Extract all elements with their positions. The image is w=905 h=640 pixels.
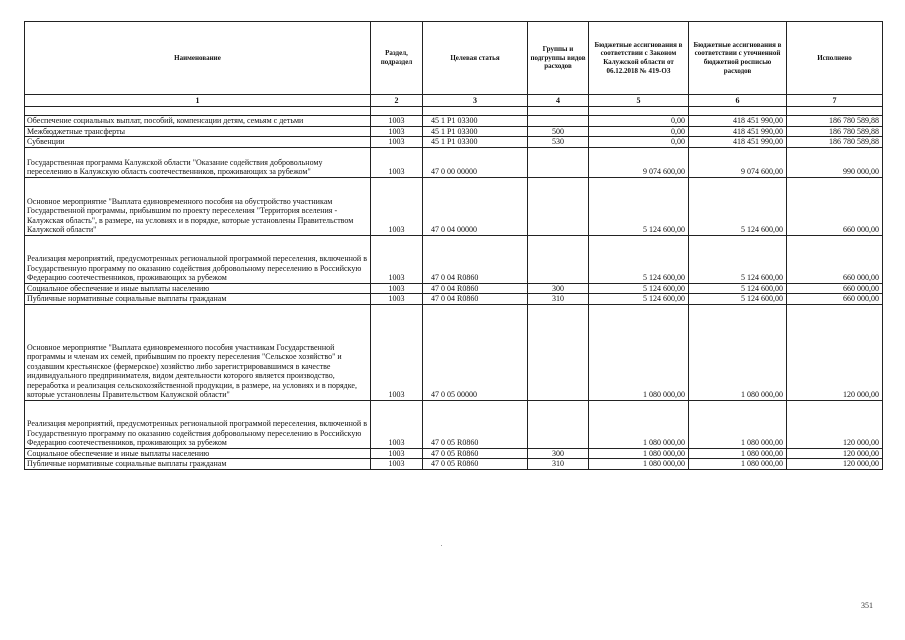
row-target: 47 0 04 R0860 [423, 283, 528, 294]
row-law-amount: 0,00 [589, 137, 689, 148]
row-law-amount: 0,00 [589, 116, 689, 127]
row-law-amount: 5 124 600,00 [589, 283, 689, 294]
table-row [25, 294, 883, 305]
column-number: 4 [528, 95, 589, 107]
table-row [25, 116, 883, 127]
row-law-amount: 5 124 600,00 [589, 235, 689, 283]
table-row [25, 304, 883, 400]
row-section: 1003 [371, 448, 423, 459]
spacer-row [25, 107, 883, 116]
header-name: Наименование [25, 22, 371, 95]
column-number: 6 [689, 95, 787, 107]
header-target: Целевая статья [423, 22, 528, 95]
row-name: Социальное обеспечение и иные выплаты населению [25, 448, 371, 459]
row-section: 1003 [371, 235, 423, 283]
row-group [528, 177, 589, 235]
row-law-amount: 5 124 600,00 [589, 294, 689, 305]
column-number: 5 [589, 95, 689, 107]
row-name: Основное мероприятие "Выплата единовременного пособия участникам Государственной программы и членам их семей, прибывшим по проекту переселения "Сельское хозяйство" и создавшим крестьянское (фермерское) хозяйство либо зарегистрировавшимся в качестве индивидуального предпринимателя, видом деятельности которого является производство, переработка и реализация сельскохозяйственной продукции, в размере, на условиях и в порядке, которые установлены Правительством Калужской области" [25, 304, 371, 400]
row-done-amount: 186 780 589,88 [787, 116, 883, 127]
row-done-amount: 120 000,00 [787, 459, 883, 470]
row-group: 310 [528, 294, 589, 305]
row-name: Публичные нормативные социальные выплаты гражданам [25, 294, 371, 305]
row-done-amount: 120 000,00 [787, 304, 883, 400]
row-law-amount: 1 080 000,00 [589, 304, 689, 400]
row-refined-amount: 418 451 990,00 [689, 137, 787, 148]
column-number: 3 [423, 95, 528, 107]
row-group: 310 [528, 459, 589, 470]
row-name: Межбюджетные трансферты [25, 126, 371, 137]
row-done-amount: 120 000,00 [787, 448, 883, 459]
row-group: 300 [528, 448, 589, 459]
header-law: Бюджетные ассигнования в соответствии с Законом Калужской области от 06.12.2018 № 419-ОЗ [589, 22, 689, 95]
row-target: 45 1 P1 03300 [423, 126, 528, 137]
column-number: 7 [787, 95, 883, 107]
row-target: 47 0 04 00000 [423, 177, 528, 235]
row-name: Обеспечение социальных выплат, пособий, компенсации детям, семьям с детьми [25, 116, 371, 127]
row-target: 47 0 04 R0860 [423, 235, 528, 283]
row-law-amount: 1 080 000,00 [589, 400, 689, 448]
table-row [25, 459, 883, 470]
row-refined-amount: 418 451 990,00 [689, 126, 787, 137]
header-done: Исполнено [787, 22, 883, 95]
row-name: Государственная программа Калужской области "Оказание содействия добровольному переселению в Калужскую область соотечественников, проживающих за рубежом" [25, 147, 371, 177]
row-target: 47 0 05 R0860 [423, 448, 528, 459]
table-row [25, 147, 883, 177]
row-done-amount: 186 780 589,88 [787, 137, 883, 148]
header-row [25, 22, 883, 95]
row-refined-amount: 5 124 600,00 [689, 294, 787, 305]
row-law-amount: 1 080 000,00 [589, 448, 689, 459]
row-section: 1003 [371, 400, 423, 448]
row-refined-amount: 9 074 600,00 [689, 147, 787, 177]
table-row [25, 126, 883, 137]
table-row [25, 283, 883, 294]
row-group: 500 [528, 126, 589, 137]
row-section: 1003 [371, 137, 423, 148]
row-target: 47 0 05 R0860 [423, 459, 528, 470]
row-group [528, 235, 589, 283]
budget-table [24, 21, 883, 470]
row-law-amount: 1 080 000,00 [589, 459, 689, 470]
table-row [25, 400, 883, 448]
row-done-amount: 990 000,00 [787, 147, 883, 177]
scan-speck [441, 545, 442, 546]
row-done-amount: 120 000,00 [787, 400, 883, 448]
row-refined-amount: 418 451 990,00 [689, 116, 787, 127]
row-refined-amount: 5 124 600,00 [689, 283, 787, 294]
row-name: Реализация мероприятий, предусмотренных региональной программой переселения, включенной в Государственную программу по оказанию содействия добровольному переселению в Российскую Федерацию соотечественников, проживающих за рубежом [25, 400, 371, 448]
row-name: Основное мероприятие "Выплата единовременного пособия на обустройство участникам Государственной программы, прибывшим по проекту переселения "Территория вселения - Калужская область", в размере, на условиях и в порядке, которые установлены Правительством Калужской области" [25, 177, 371, 235]
row-group [528, 304, 589, 400]
row-section: 1003 [371, 294, 423, 305]
row-target: 47 0 04 R0860 [423, 294, 528, 305]
row-done-amount: 660 000,00 [787, 177, 883, 235]
row-refined-amount: 1 080 000,00 [689, 459, 787, 470]
row-refined-amount: 1 080 000,00 [689, 448, 787, 459]
row-section: 1003 [371, 304, 423, 400]
row-law-amount: 0,00 [589, 126, 689, 137]
row-section: 1003 [371, 147, 423, 177]
row-law-amount: 5 124 600,00 [589, 177, 689, 235]
row-target: 47 0 05 R0860 [423, 400, 528, 448]
row-section: 1003 [371, 177, 423, 235]
page-number: 351 [861, 601, 873, 610]
row-group: 300 [528, 283, 589, 294]
row-name: Публичные нормативные социальные выплаты гражданам [25, 459, 371, 470]
row-group: 530 [528, 137, 589, 148]
row-law-amount: 9 074 600,00 [589, 147, 689, 177]
row-refined-amount: 1 080 000,00 [689, 400, 787, 448]
row-target: 45 1 P1 03300 [423, 137, 528, 148]
row-group [528, 147, 589, 177]
row-name: Субвенции [25, 137, 371, 148]
row-target: 45 1 P1 03300 [423, 116, 528, 127]
row-refined-amount: 5 124 600,00 [689, 235, 787, 283]
row-section: 1003 [371, 116, 423, 127]
row-name: Реализация мероприятий, предусмотренных региональной программой переселения, включенной в Государственную программу по оказанию содействия добровольному переселению в Российскую Федерацию соотечественников, проживающих за рубежом [25, 235, 371, 283]
table-row [25, 137, 883, 148]
row-done-amount: 186 780 589,88 [787, 126, 883, 137]
row-target: 47 0 00 00000 [423, 147, 528, 177]
header-group: Группы и подгруппы видов расходов [528, 22, 589, 95]
column-number-row [25, 95, 883, 107]
column-number: 1 [25, 95, 371, 107]
column-number: 2 [371, 95, 423, 107]
row-group [528, 400, 589, 448]
row-done-amount: 660 000,00 [787, 283, 883, 294]
row-section: 1003 [371, 283, 423, 294]
row-name: Социальное обеспечение и иные выплаты населению [25, 283, 371, 294]
row-refined-amount: 5 124 600,00 [689, 177, 787, 235]
row-group [528, 116, 589, 127]
row-section: 1003 [371, 126, 423, 137]
row-done-amount: 660 000,00 [787, 294, 883, 305]
row-section: 1003 [371, 459, 423, 470]
table-row [25, 235, 883, 283]
header-refined: Бюджетные ассигнования в соответствии с уточненной бюджетной росписью расходов [689, 22, 787, 95]
table-row [25, 448, 883, 459]
row-refined-amount: 1 080 000,00 [689, 304, 787, 400]
header-section: Раздел, подраздел [371, 22, 423, 95]
row-target: 47 0 05 00000 [423, 304, 528, 400]
row-done-amount: 660 000,00 [787, 235, 883, 283]
table-row [25, 177, 883, 235]
